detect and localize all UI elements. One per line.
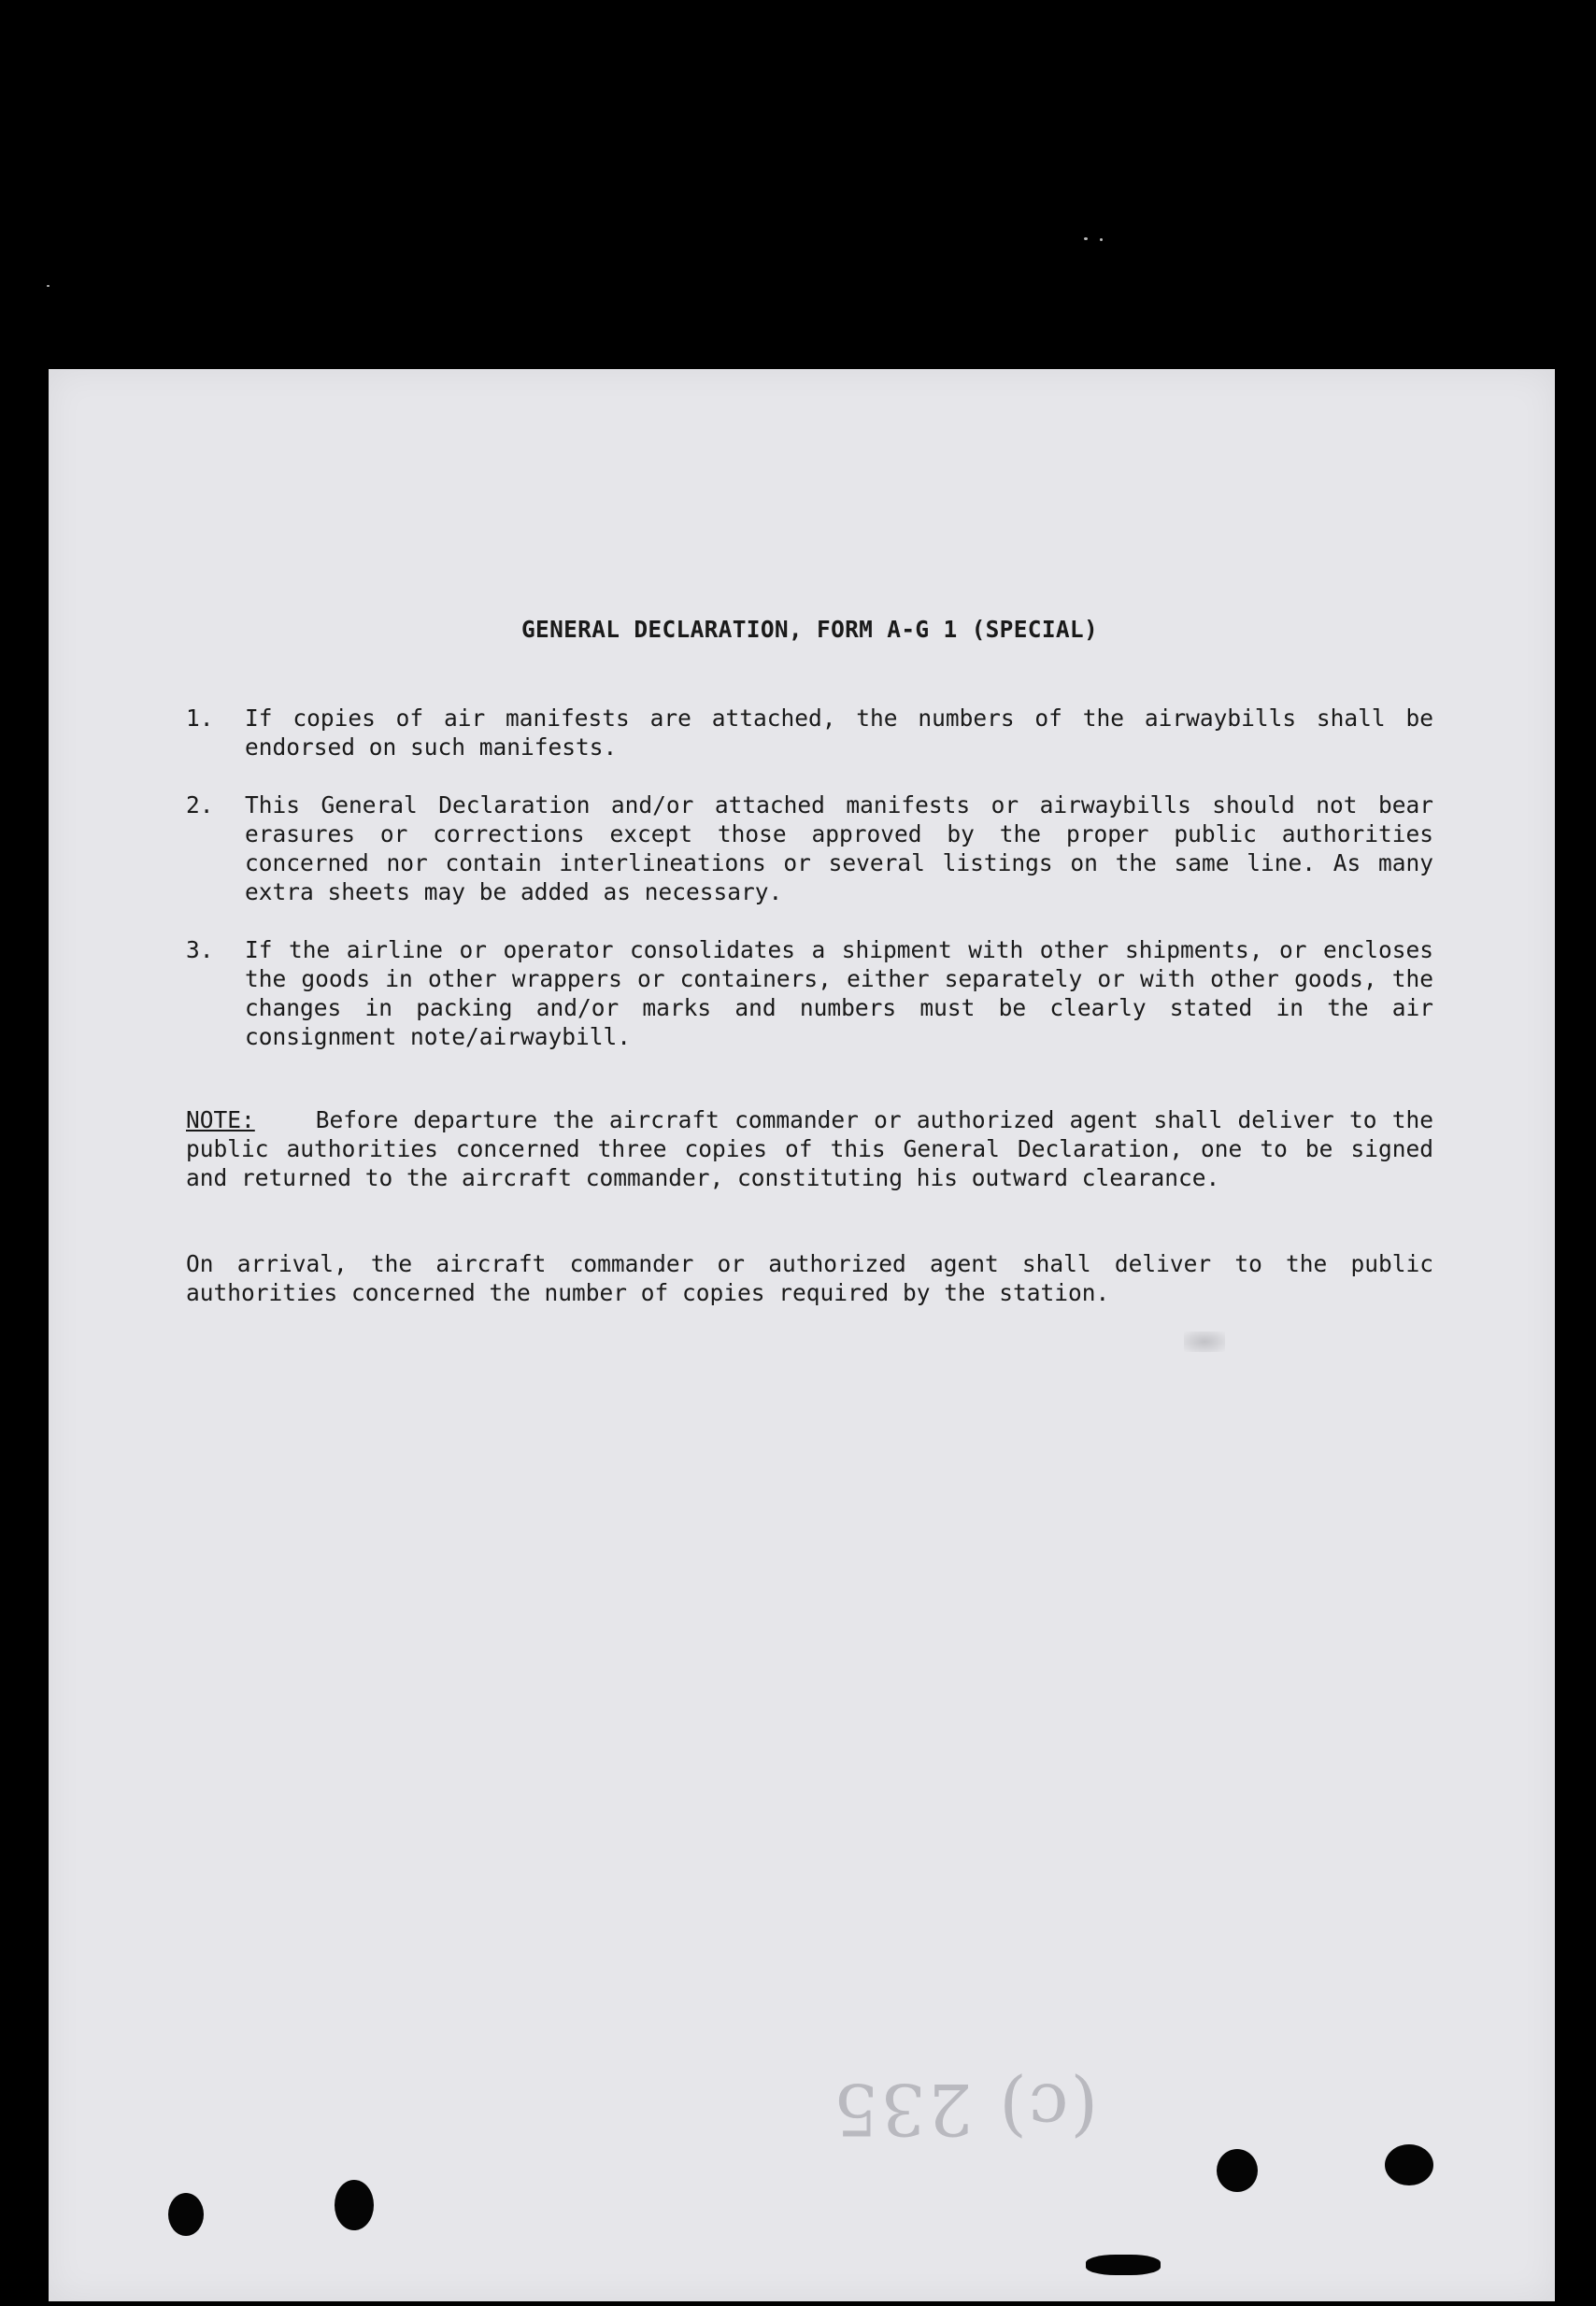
item-text: This General Declaration and/or attached manifests or airwaybills should not bear erasures or corrections except those approved by the proper public authorities concerned nor contain interlineations or several listings on the same line. As many extra sheets may be added as necessary.	[245, 791, 1433, 905]
note-label: NOTE:	[186, 1106, 255, 1133]
note-text: Before departure the aircraft commander or authorized agent shall deliver to the public authorities concerned three copies of this General Declaration, one to be signed and returned to the aircraft commander, constituting his outward clearance.	[186, 1106, 1433, 1191]
punch-hole-right-2	[1385, 2144, 1433, 2185]
scan-speck	[47, 285, 50, 287]
document-title: GENERAL DECLARATION, FORM A-G 1 (SPECIAL)	[520, 616, 1099, 643]
punch-hole-bottom	[1086, 2255, 1161, 2275]
item-number: 2.	[186, 791, 214, 818]
scan-speck	[1100, 238, 1103, 241]
handwritten-page-mark: (c) 235	[832, 2068, 1099, 2151]
item-text: If copies of air manifests are attached, the numbers of the airwaybills shall be endorsed on such manifests.	[245, 705, 1433, 761]
list-item	[186, 704, 1433, 762]
punch-hole-left-2	[335, 2180, 374, 2230]
item-number: 1.	[186, 705, 214, 732]
scan-speck	[1084, 237, 1088, 240]
punch-hole-left	[168, 2193, 204, 2236]
item-number: 3.	[186, 936, 214, 963]
list-item	[186, 935, 1433, 1051]
punch-hole-right	[1217, 2149, 1258, 2192]
note-paragraph	[186, 1105, 1433, 1192]
instruction-list	[186, 704, 1433, 1080]
document-page	[49, 369, 1555, 2301]
arrival-paragraph: On arrival, the aircraft commander or authorized agent shall deliver to the public authorities concerned the number of copies required by the station.	[186, 1250, 1433, 1306]
item-text: If the airline or operator consolidates a shipment with other shipments, or encloses the goods in other wrappers or containers, either separately or with other goods, the changes in packing and/or marks and numbers must be clearly stated in the air consignment note/airwaybill.	[245, 936, 1433, 1050]
list-item	[186, 790, 1433, 906]
ink-smudge	[1184, 1331, 1225, 1352]
